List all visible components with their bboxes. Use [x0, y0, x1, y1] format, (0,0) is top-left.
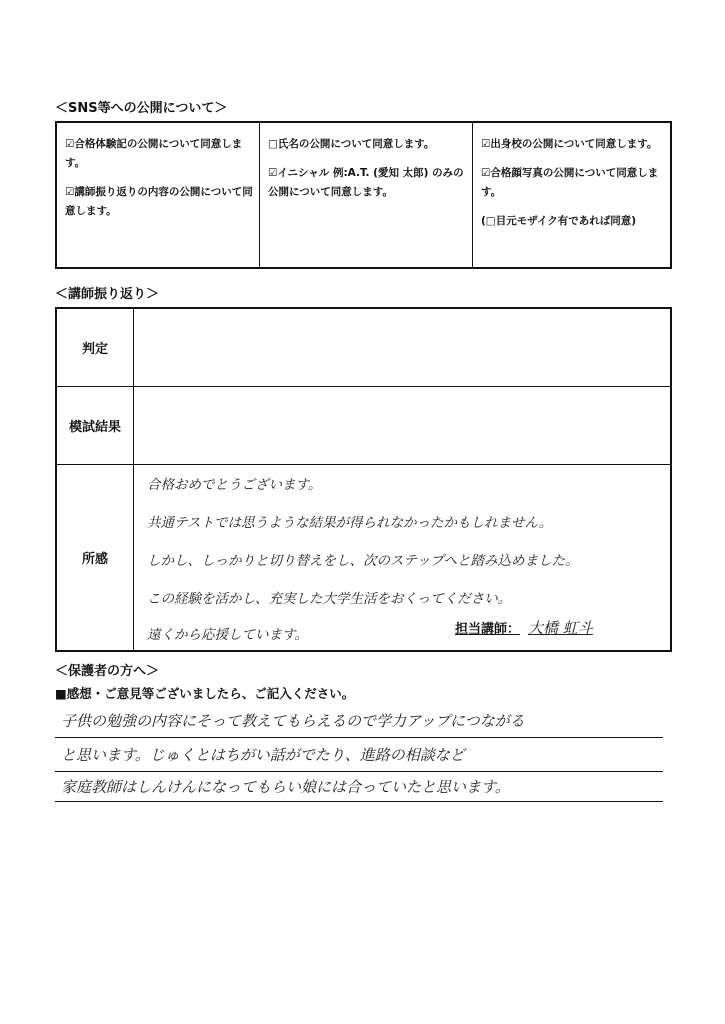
guardian-section-title: ＜保護者の方へ＞	[55, 664, 160, 679]
sns-cell-3	[473, 123, 670, 267]
comment-line: しかし、しっかりと切り替えをし、次のステップへと踏み込めました。	[147, 553, 579, 569]
judgement-row	[57, 309, 670, 387]
consent-photo[interactable]: ☑合格顔写真の公開について同意します。	[481, 167, 659, 198]
guardian-comment-line[interactable]: 子供の勉強の内容にそって教えてもらえるので学力アップにつながる	[55, 704, 663, 738]
teacher-signature	[455, 617, 593, 638]
consent-photo-note: (□目元モザイク有であれば同意)	[481, 215, 637, 227]
checked-box-icon: ☑	[481, 138, 491, 150]
sns-section-title: ＜SNS等への公開について＞	[55, 101, 228, 116]
checked-box-icon: ☑	[481, 167, 491, 179]
comment-line: この経験を活かし、充実した大学生活をおくってください。	[147, 591, 512, 607]
reflection-section-title: ＜講師振り返り＞	[55, 287, 160, 302]
mock-exam-row	[57, 387, 670, 465]
comments-row	[57, 465, 670, 650]
judgement-label: 判定	[57, 309, 134, 386]
sns-cell-1	[57, 123, 260, 267]
teacher-name: 大橋 虹斗	[528, 619, 593, 637]
teacher-label: 担当講師：	[455, 622, 521, 637]
consent-reflection[interactable]: ☑講師振り返りの内容の公開について同意します。	[65, 186, 253, 217]
checked-box-icon: ☑	[65, 138, 75, 150]
comments-label: 所感	[57, 465, 134, 650]
comment-line: 合格おめでとうございます。	[147, 477, 322, 493]
sns-cell-2	[260, 123, 473, 267]
consent-initials[interactable]: ☑イニシャル 例:A.T. (愛知 太郎) のみの公開について同意します。	[268, 167, 464, 198]
consent-school[interactable]: ☑出身校の公開について同意します。	[481, 138, 658, 150]
comment-line: 遠くから応援しています。	[147, 627, 308, 643]
comment-line: 共通テストでは思うような結果が得られなかったかもしれません。	[147, 515, 553, 531]
guardian-comment-line[interactable]: 家庭教師はしんけんになってもらい娘には合っていたと思います。	[55, 772, 663, 802]
mock-exam-label: 模試結果	[57, 387, 134, 464]
consent-testimonial[interactable]: ☑合格体験記の公開について同意します。	[65, 138, 243, 169]
sns-consent-table	[55, 121, 672, 269]
consent-full-name[interactable]: □氏名の公開について同意します。	[268, 138, 435, 150]
guardian-prompt: ■感想・ご意見等ございましたら、ご記入ください。	[55, 686, 355, 701]
unchecked-box-icon: □	[268, 138, 278, 150]
reflection-table	[55, 307, 672, 652]
checked-box-icon: ☑	[65, 186, 75, 198]
guardian-comment-line[interactable]: と思います。じゅくとはちがい話がでたり、進路の相談など	[55, 738, 663, 772]
checked-box-icon: ☑	[268, 167, 278, 179]
